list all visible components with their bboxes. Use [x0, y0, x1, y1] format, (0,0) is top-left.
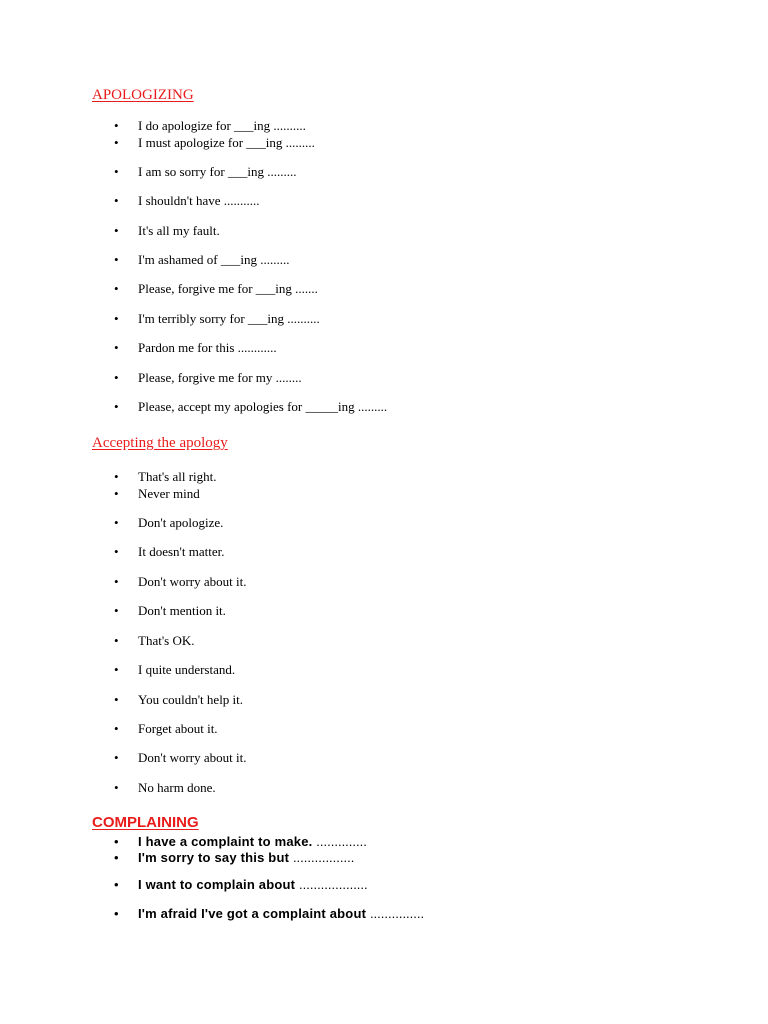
bullet-icon: •: [114, 834, 119, 849]
item-text: I am so sorry for ___ing: [138, 164, 265, 179]
list-item: [114, 574, 247, 590]
item-dots: ..........: [287, 311, 320, 326]
list-item: [114, 469, 217, 485]
item-text: Please, accept my apologies for _____ing: [138, 399, 355, 414]
item-text: I shouldn't have: [138, 193, 221, 208]
list-item: [114, 721, 218, 737]
item-dots: .........: [357, 399, 388, 414]
list-item: [114, 877, 368, 893]
item-text: Don't worry about it.: [138, 750, 247, 765]
item-text: I'm terribly sorry for ___ing: [138, 311, 285, 326]
item-text: It's all my fault.: [138, 223, 220, 238]
bullet-icon: •: [114, 603, 119, 618]
item-dots: ...........: [223, 193, 260, 208]
section-heading-complaining: COMPLAINING: [92, 814, 199, 831]
list-item: [114, 281, 318, 297]
item-dots: .................: [292, 850, 355, 865]
bullet-icon: •: [114, 750, 119, 765]
list-item: [114, 692, 243, 708]
bullet-icon: •: [114, 118, 119, 133]
item-text: Don't worry about it.: [138, 574, 247, 589]
list-item: [114, 399, 387, 415]
item-text: I quite understand.: [138, 662, 236, 677]
list-item: [114, 850, 354, 866]
bullet-icon: •: [114, 515, 119, 530]
bullet-icon: •: [114, 135, 119, 150]
bullet-icon: •: [114, 399, 119, 414]
list-item: [114, 193, 260, 209]
item-dots: ..........: [273, 118, 306, 133]
item-dots: ..............: [316, 834, 367, 849]
bullet-icon: •: [114, 223, 119, 238]
item-dots: .......: [295, 281, 318, 296]
list-item: [114, 633, 195, 649]
list-item: [114, 370, 302, 386]
list-item: [114, 544, 224, 560]
list-item: [114, 252, 289, 268]
section-heading-accepting-the-apology: Accepting the apology: [92, 435, 228, 451]
bullet-icon: •: [114, 486, 119, 501]
list-item: [114, 780, 216, 796]
item-text: Don't mention it.: [138, 603, 226, 618]
list-item: [114, 340, 277, 356]
bullet-icon: •: [114, 662, 119, 677]
item-text: I'm afraid I've got a complaint about: [138, 906, 367, 921]
bullet-icon: •: [114, 281, 119, 296]
item-dots: .........: [267, 164, 297, 179]
item-text: I want to complain about: [138, 877, 296, 892]
item-text: I'm ashamed of ___ing: [138, 252, 257, 267]
bullet-icon: •: [114, 370, 119, 385]
bullet-icon: •: [114, 193, 119, 208]
list-item: [114, 311, 320, 327]
item-dots: .........: [260, 252, 290, 267]
list-item: [114, 486, 200, 502]
item-text: That's OK.: [138, 633, 195, 648]
item-text: It doesn't matter.: [138, 544, 225, 559]
bullet-icon: •: [114, 633, 119, 648]
item-text: I have a complaint to make.: [138, 834, 313, 849]
bullet-icon: •: [114, 906, 119, 921]
bullet-icon: •: [114, 252, 119, 267]
item-text: You couldn't help it.: [138, 692, 244, 707]
bullet-icon: •: [114, 574, 119, 589]
list-item: [114, 135, 315, 151]
list-item: [114, 750, 247, 766]
item-text: Forget about it.: [138, 721, 218, 736]
item-text: I'm sorry to say this but: [138, 850, 290, 865]
bullet-icon: •: [114, 469, 119, 484]
section-heading-apologizing: APOLOGIZING: [92, 87, 194, 103]
bullet-icon: •: [114, 721, 119, 736]
list-item: [114, 834, 367, 850]
item-dots: ........: [275, 370, 302, 385]
list-item: [114, 603, 226, 619]
bullet-icon: •: [114, 850, 119, 865]
bullet-icon: •: [114, 877, 119, 892]
list-item: [114, 164, 297, 180]
item-dots: ...................: [299, 877, 368, 892]
item-text: Never mind: [138, 486, 200, 501]
item-text: That's all right.: [138, 469, 217, 484]
item-dots: ............: [237, 340, 277, 355]
bullet-icon: •: [114, 780, 119, 795]
item-dots: .........: [285, 135, 315, 150]
bullet-icon: •: [114, 164, 119, 179]
bullet-icon: •: [114, 544, 119, 559]
item-text: No harm done.: [138, 780, 216, 795]
item-text: I must apologize for ___ing: [138, 135, 283, 150]
list-item: [114, 662, 235, 678]
bullet-icon: •: [114, 692, 119, 707]
list-item: [114, 118, 306, 134]
item-text: Don't apologize.: [138, 515, 224, 530]
list-item: [114, 223, 220, 239]
list-item: [114, 515, 223, 531]
item-text: I do apologize for ___ing: [138, 118, 271, 133]
item-dots: ...............: [369, 906, 425, 921]
item-text: Please, forgive me for ___ing: [138, 281, 292, 296]
bullet-icon: •: [114, 311, 119, 326]
list-item: [114, 906, 424, 922]
item-text: Pardon me for this: [138, 340, 235, 355]
bullet-icon: •: [114, 340, 119, 355]
item-text: Please, forgive me for my: [138, 370, 273, 385]
